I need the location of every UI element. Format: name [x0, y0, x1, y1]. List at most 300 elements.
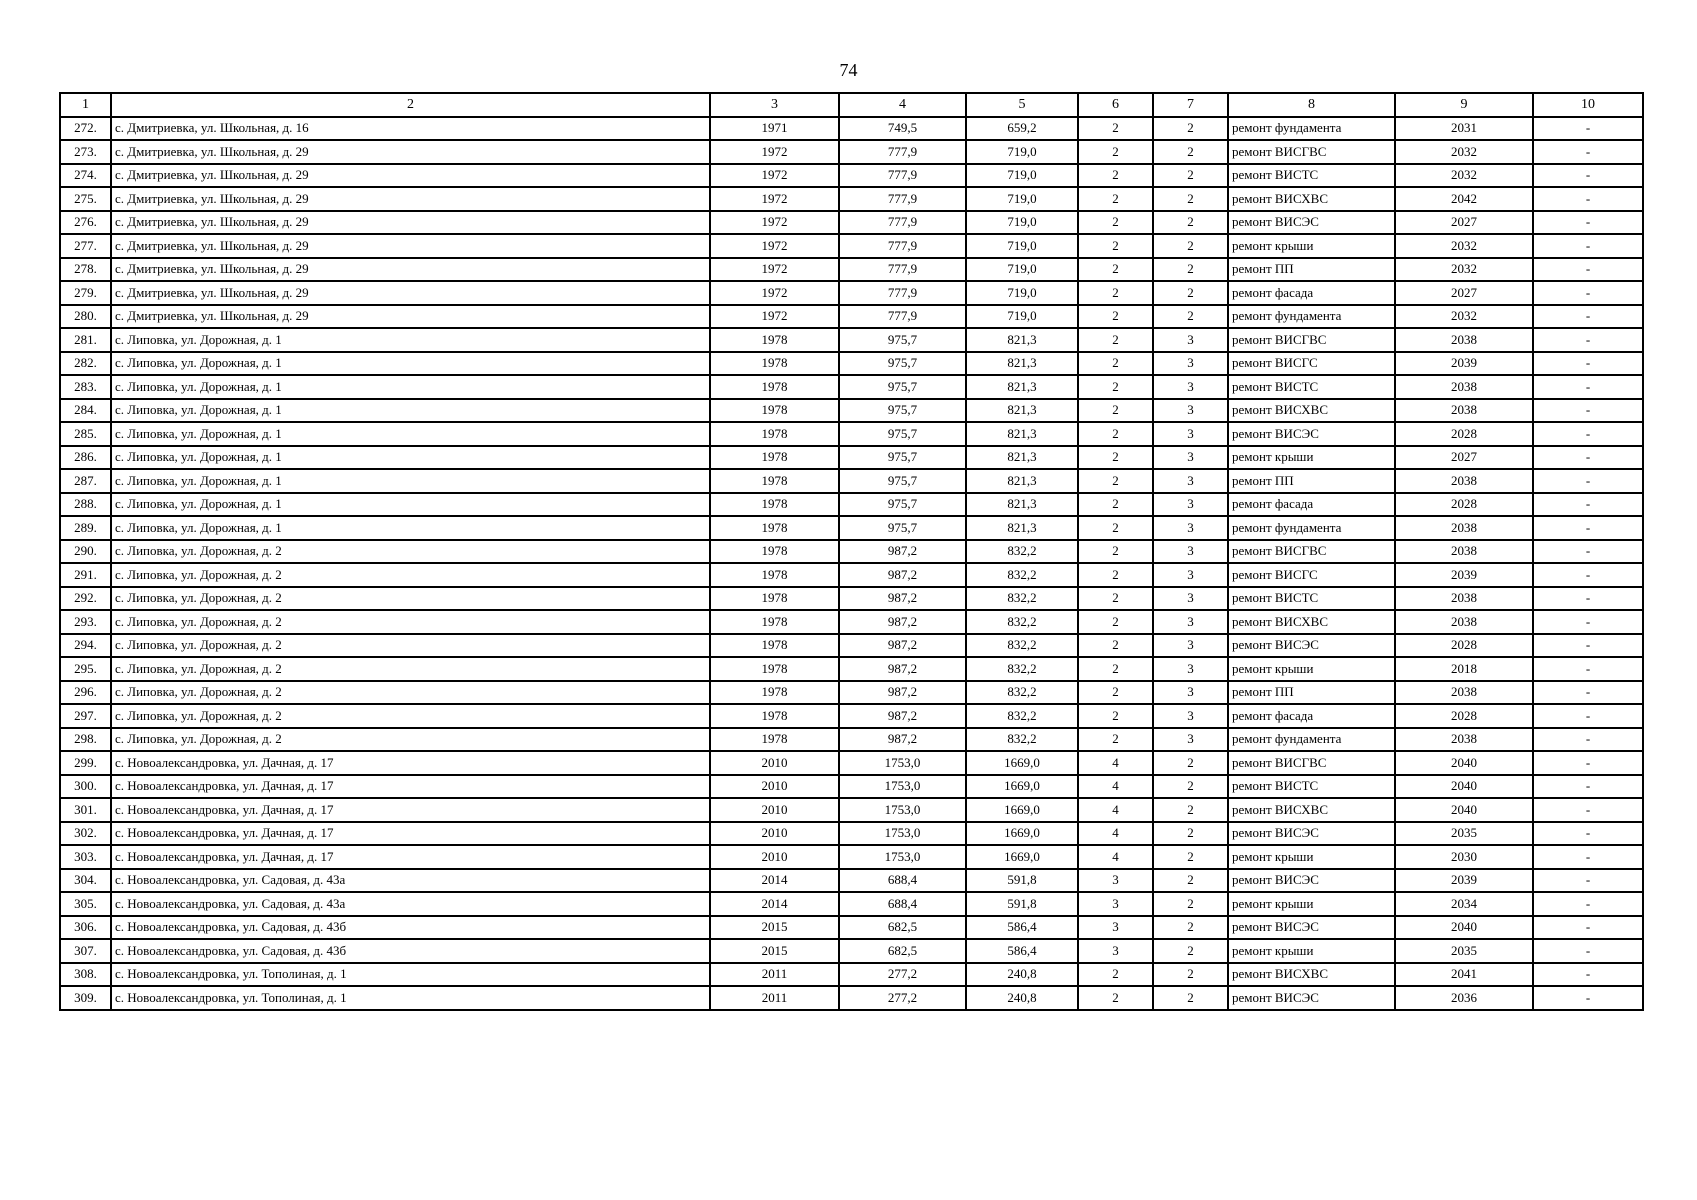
living-area-cell: 1669,0: [966, 775, 1078, 799]
planned-year-cell: 2030: [1395, 845, 1533, 869]
entrances-cell: 3: [1153, 446, 1228, 470]
note-cell: -: [1533, 775, 1643, 799]
work-type-cell: ремонт ВИСХВС: [1228, 963, 1395, 987]
total-area-cell: 987,2: [839, 704, 966, 728]
floors-cell: 3: [1078, 939, 1153, 963]
living-area-cell: 821,3: [966, 422, 1078, 446]
note-cell: -: [1533, 352, 1643, 376]
row-number-cell: 304.: [60, 869, 111, 893]
planned-year-cell: 2039: [1395, 869, 1533, 893]
year-cell: 1972: [710, 305, 839, 329]
work-type-cell: ремонт ВИСГВС: [1228, 540, 1395, 564]
planned-year-cell: 2032: [1395, 305, 1533, 329]
table-row: [60, 798, 1643, 822]
floors-cell: 2: [1078, 963, 1153, 987]
row-number-cell: 279.: [60, 281, 111, 305]
living-area-cell: 832,2: [966, 587, 1078, 611]
total-area-cell: 975,7: [839, 446, 966, 470]
floors-cell: 3: [1078, 892, 1153, 916]
address-cell: с. Липовка, ул. Дорожная, д. 2: [111, 657, 710, 681]
table-row: [60, 704, 1643, 728]
total-area-cell: 688,4: [839, 892, 966, 916]
row-number-cell: 278.: [60, 258, 111, 282]
planned-year-cell: 2027: [1395, 446, 1533, 470]
table-row: [60, 187, 1643, 211]
address-cell: с. Липовка, ул. Дорожная, д. 2: [111, 704, 710, 728]
work-type-cell: ремонт ВИСХВС: [1228, 187, 1395, 211]
living-area-cell: 821,3: [966, 516, 1078, 540]
address-cell: с. Новоалександровка, ул. Дачная, д. 17: [111, 798, 710, 822]
entrances-cell: 2: [1153, 751, 1228, 775]
row-number-cell: 293.: [60, 610, 111, 634]
address-cell: с. Новоалександровка, ул. Дачная, д. 17: [111, 822, 710, 846]
year-cell: 1978: [710, 563, 839, 587]
note-cell: -: [1533, 704, 1643, 728]
row-number-cell: 303.: [60, 845, 111, 869]
address-cell: с. Липовка, ул. Дорожная, д. 2: [111, 540, 710, 564]
address-cell: с. Липовка, ул. Дорожная, д. 1: [111, 469, 710, 493]
planned-year-cell: 2040: [1395, 775, 1533, 799]
total-area-cell: 975,7: [839, 493, 966, 517]
living-area-cell: 1669,0: [966, 798, 1078, 822]
total-area-cell: 987,2: [839, 634, 966, 658]
work-type-cell: ремонт ВИСТС: [1228, 587, 1395, 611]
living-area-cell: 832,2: [966, 681, 1078, 705]
planned-year-cell: 2038: [1395, 375, 1533, 399]
entrances-cell: 2: [1153, 986, 1228, 1010]
floors-cell: 2: [1078, 140, 1153, 164]
planned-year-cell: 2038: [1395, 399, 1533, 423]
floors-cell: 4: [1078, 845, 1153, 869]
floors-cell: 2: [1078, 117, 1153, 141]
floors-cell: 2: [1078, 446, 1153, 470]
planned-year-cell: 2038: [1395, 610, 1533, 634]
address-cell: с. Дмитриевка, ул. Школьная, д. 29: [111, 140, 710, 164]
living-area-cell: 719,0: [966, 281, 1078, 305]
entrances-cell: 3: [1153, 704, 1228, 728]
table-row: [60, 587, 1643, 611]
year-cell: 2011: [710, 986, 839, 1010]
planned-year-cell: 2040: [1395, 751, 1533, 775]
floors-cell: 2: [1078, 493, 1153, 517]
table-row: [60, 422, 1643, 446]
note-cell: -: [1533, 516, 1643, 540]
total-area-cell: 987,2: [839, 587, 966, 611]
table-row: [60, 916, 1643, 940]
address-cell: с. Новоалександровка, ул. Дачная, д. 17: [111, 845, 710, 869]
column-header: 9: [1395, 93, 1533, 117]
address-cell: с. Новоалександровка, ул. Садовая, д. 43а: [111, 892, 710, 916]
table-header: [60, 93, 1643, 117]
note-cell: -: [1533, 751, 1643, 775]
row-number-cell: 309.: [60, 986, 111, 1010]
planned-year-cell: 2038: [1395, 681, 1533, 705]
work-type-cell: ремонт ПП: [1228, 469, 1395, 493]
row-number-cell: 305.: [60, 892, 111, 916]
entrances-cell: 2: [1153, 892, 1228, 916]
table-row: [60, 516, 1643, 540]
entrances-cell: 3: [1153, 352, 1228, 376]
note-cell: -: [1533, 822, 1643, 846]
table-row: [60, 939, 1643, 963]
address-cell: с. Дмитриевка, ул. Школьная, д. 29: [111, 234, 710, 258]
living-area-cell: 591,8: [966, 892, 1078, 916]
note-cell: -: [1533, 540, 1643, 564]
row-number-cell: 288.: [60, 493, 111, 517]
work-type-cell: ремонт крыши: [1228, 939, 1395, 963]
planned-year-cell: 2040: [1395, 798, 1533, 822]
address-cell: с. Дмитриевка, ул. Школьная, д. 29: [111, 258, 710, 282]
year-cell: 1972: [710, 281, 839, 305]
row-number-cell: 307.: [60, 939, 111, 963]
work-type-cell: ремонт фасада: [1228, 704, 1395, 728]
year-cell: 1978: [710, 446, 839, 470]
row-number-cell: 286.: [60, 446, 111, 470]
note-cell: -: [1533, 422, 1643, 446]
column-header: 8: [1228, 93, 1395, 117]
floors-cell: 2: [1078, 258, 1153, 282]
floors-cell: 4: [1078, 822, 1153, 846]
work-type-cell: ремонт ПП: [1228, 681, 1395, 705]
floors-cell: 2: [1078, 540, 1153, 564]
work-type-cell: ремонт ВИСЭС: [1228, 822, 1395, 846]
floors-cell: 2: [1078, 422, 1153, 446]
year-cell: 1972: [710, 211, 839, 235]
table-row: [60, 164, 1643, 188]
work-type-cell: ремонт крыши: [1228, 892, 1395, 916]
note-cell: -: [1533, 892, 1643, 916]
planned-year-cell: 2041: [1395, 963, 1533, 987]
column-header: 4: [839, 93, 966, 117]
floors-cell: 2: [1078, 305, 1153, 329]
entrances-cell: 3: [1153, 469, 1228, 493]
total-area-cell: 975,7: [839, 422, 966, 446]
work-type-cell: ремонт ВИСГВС: [1228, 751, 1395, 775]
planned-year-cell: 2040: [1395, 916, 1533, 940]
total-area-cell: 975,7: [839, 375, 966, 399]
living-area-cell: 821,3: [966, 493, 1078, 517]
floors-cell: 2: [1078, 704, 1153, 728]
total-area-cell: 777,9: [839, 258, 966, 282]
planned-year-cell: 2038: [1395, 516, 1533, 540]
total-area-cell: 1753,0: [839, 822, 966, 846]
work-type-cell: ремонт ВИСЭС: [1228, 869, 1395, 893]
table-row: [60, 657, 1643, 681]
living-area-cell: 659,2: [966, 117, 1078, 141]
entrances-cell: 3: [1153, 493, 1228, 517]
row-number-cell: 297.: [60, 704, 111, 728]
table-body: [60, 117, 1643, 1010]
address-cell: с. Липовка, ул. Дорожная, д. 2: [111, 728, 710, 752]
work-type-cell: ремонт ВИСХВС: [1228, 798, 1395, 822]
page-number: 74: [839, 60, 858, 80]
planned-year-cell: 2038: [1395, 469, 1533, 493]
floors-cell: 2: [1078, 657, 1153, 681]
column-header: 1: [60, 93, 111, 117]
total-area-cell: 777,9: [839, 187, 966, 211]
total-area-cell: 682,5: [839, 916, 966, 940]
address-cell: с. Дмитриевка, ул. Школьная, д. 29: [111, 187, 710, 211]
planned-year-cell: 2028: [1395, 634, 1533, 658]
column-header: 7: [1153, 93, 1228, 117]
year-cell: 1978: [710, 681, 839, 705]
note-cell: -: [1533, 939, 1643, 963]
total-area-cell: 975,7: [839, 469, 966, 493]
planned-year-cell: 2035: [1395, 822, 1533, 846]
row-number-cell: 287.: [60, 469, 111, 493]
entrances-cell: 2: [1153, 963, 1228, 987]
planned-year-cell: 2032: [1395, 234, 1533, 258]
year-cell: 2014: [710, 892, 839, 916]
entrances-cell: 3: [1153, 540, 1228, 564]
entrances-cell: 3: [1153, 728, 1228, 752]
entrances-cell: 3: [1153, 328, 1228, 352]
note-cell: -: [1533, 328, 1643, 352]
year-cell: 2015: [710, 916, 839, 940]
work-type-cell: ремонт крыши: [1228, 234, 1395, 258]
address-cell: с. Новоалександровка, ул. Тополиная, д. 1: [111, 986, 710, 1010]
table-row: [60, 469, 1643, 493]
living-area-cell: 719,0: [966, 234, 1078, 258]
total-area-cell: 749,5: [839, 117, 966, 141]
entrances-cell: 2: [1153, 140, 1228, 164]
entrances-cell: 3: [1153, 516, 1228, 540]
row-number-cell: 284.: [60, 399, 111, 423]
living-area-cell: 586,4: [966, 939, 1078, 963]
floors-cell: 2: [1078, 610, 1153, 634]
row-number-cell: 296.: [60, 681, 111, 705]
note-cell: -: [1533, 211, 1643, 235]
table-row: [60, 399, 1643, 423]
column-header: 10: [1533, 93, 1643, 117]
entrances-cell: 2: [1153, 187, 1228, 211]
entrances-cell: 2: [1153, 916, 1228, 940]
living-area-cell: 240,8: [966, 963, 1078, 987]
address-cell: с. Липовка, ул. Дорожная, д. 2: [111, 610, 710, 634]
planned-year-cell: 2028: [1395, 704, 1533, 728]
row-number-cell: 290.: [60, 540, 111, 564]
living-area-cell: 719,0: [966, 140, 1078, 164]
note-cell: -: [1533, 634, 1643, 658]
entrances-cell: 2: [1153, 234, 1228, 258]
living-area-cell: 719,0: [966, 258, 1078, 282]
year-cell: 1972: [710, 234, 839, 258]
address-cell: с. Липовка, ул. Дорожная, д. 1: [111, 375, 710, 399]
total-area-cell: 1753,0: [839, 798, 966, 822]
total-area-cell: 777,9: [839, 305, 966, 329]
entrances-cell: 2: [1153, 258, 1228, 282]
entrances-cell: 3: [1153, 634, 1228, 658]
header-row: [60, 93, 1643, 117]
table-row: [60, 117, 1643, 141]
entrances-cell: 2: [1153, 869, 1228, 893]
table-row: [60, 728, 1643, 752]
row-number-cell: 275.: [60, 187, 111, 211]
address-cell: с. Липовка, ул. Дорожная, д. 1: [111, 352, 710, 376]
column-header: 2: [111, 93, 710, 117]
row-number-cell: 273.: [60, 140, 111, 164]
work-type-cell: ремонт ВИСХВС: [1228, 610, 1395, 634]
entrances-cell: 3: [1153, 681, 1228, 705]
living-area-cell: 1669,0: [966, 751, 1078, 775]
entrances-cell: 3: [1153, 587, 1228, 611]
planned-year-cell: 2038: [1395, 328, 1533, 352]
entrances-cell: 2: [1153, 939, 1228, 963]
work-type-cell: ремонт ВИСГВС: [1228, 140, 1395, 164]
note-cell: -: [1533, 140, 1643, 164]
year-cell: 2015: [710, 939, 839, 963]
year-cell: 1978: [710, 422, 839, 446]
row-number-cell: 298.: [60, 728, 111, 752]
address-cell: с. Липовка, ул. Дорожная, д. 2: [111, 634, 710, 658]
work-type-cell: ремонт ВИСГВС: [1228, 328, 1395, 352]
work-type-cell: ремонт фундамента: [1228, 728, 1395, 752]
floors-cell: 2: [1078, 469, 1153, 493]
year-cell: 1978: [710, 704, 839, 728]
address-cell: с. Липовка, ул. Дорожная, д. 2: [111, 563, 710, 587]
year-cell: 1978: [710, 328, 839, 352]
work-type-cell: ремонт ВИСГС: [1228, 352, 1395, 376]
note-cell: -: [1533, 563, 1643, 587]
work-type-cell: ремонт ВИСЭС: [1228, 634, 1395, 658]
table-row: [60, 845, 1643, 869]
planned-year-cell: 2028: [1395, 422, 1533, 446]
note-cell: -: [1533, 798, 1643, 822]
row-number-cell: 281.: [60, 328, 111, 352]
planned-year-cell: 2027: [1395, 281, 1533, 305]
entrances-cell: 2: [1153, 845, 1228, 869]
year-cell: 2010: [710, 798, 839, 822]
note-cell: -: [1533, 281, 1643, 305]
living-area-cell: 1669,0: [966, 845, 1078, 869]
living-area-cell: 821,3: [966, 375, 1078, 399]
year-cell: 1978: [710, 657, 839, 681]
year-cell: 2010: [710, 845, 839, 869]
table-row: [60, 234, 1643, 258]
living-area-cell: 719,0: [966, 187, 1078, 211]
living-area-cell: 832,2: [966, 634, 1078, 658]
entrances-cell: 2: [1153, 822, 1228, 846]
planned-year-cell: 2031: [1395, 117, 1533, 141]
row-number-cell: 280.: [60, 305, 111, 329]
column-header: 5: [966, 93, 1078, 117]
year-cell: 2010: [710, 822, 839, 846]
work-type-cell: ремонт ВИСЭС: [1228, 422, 1395, 446]
living-area-cell: 719,0: [966, 305, 1078, 329]
note-cell: -: [1533, 657, 1643, 681]
year-cell: 1972: [710, 258, 839, 282]
planned-year-cell: 2038: [1395, 728, 1533, 752]
floors-cell: 3: [1078, 916, 1153, 940]
year-cell: 1971: [710, 117, 839, 141]
work-type-cell: ремонт ВИСЭС: [1228, 211, 1395, 235]
entrances-cell: 2: [1153, 798, 1228, 822]
living-area-cell: 821,3: [966, 352, 1078, 376]
row-number-cell: 291.: [60, 563, 111, 587]
entrances-cell: 3: [1153, 399, 1228, 423]
row-number-cell: 294.: [60, 634, 111, 658]
total-area-cell: 277,2: [839, 986, 966, 1010]
entrances-cell: 2: [1153, 164, 1228, 188]
floors-cell: 2: [1078, 352, 1153, 376]
total-area-cell: 975,7: [839, 516, 966, 540]
address-cell: с. Новоалександровка, ул. Тополиная, д. 1: [111, 963, 710, 987]
table-row: [60, 963, 1643, 987]
entrances-cell: 3: [1153, 563, 1228, 587]
floors-cell: 3: [1078, 869, 1153, 893]
address-cell: с. Липовка, ул. Дорожная, д. 1: [111, 422, 710, 446]
floors-cell: 2: [1078, 516, 1153, 540]
planned-year-cell: 2032: [1395, 258, 1533, 282]
year-cell: 1978: [710, 728, 839, 752]
table-row: [60, 352, 1643, 376]
year-cell: 1978: [710, 493, 839, 517]
entrances-cell: 2: [1153, 117, 1228, 141]
table-row: [60, 681, 1643, 705]
table-row: [60, 822, 1643, 846]
row-number-cell: 306.: [60, 916, 111, 940]
year-cell: 1972: [710, 140, 839, 164]
entrances-cell: 3: [1153, 375, 1228, 399]
row-number-cell: 274.: [60, 164, 111, 188]
row-number-cell: 276.: [60, 211, 111, 235]
note-cell: -: [1533, 493, 1643, 517]
entrances-cell: 3: [1153, 657, 1228, 681]
table-row: [60, 328, 1643, 352]
floors-cell: 2: [1078, 728, 1153, 752]
address-cell: с. Дмитриевка, ул. Школьная, д. 16: [111, 117, 710, 141]
year-cell: 1978: [710, 469, 839, 493]
total-area-cell: 688,4: [839, 869, 966, 893]
row-number-cell: 277.: [60, 234, 111, 258]
table-row: [60, 540, 1643, 564]
note-cell: -: [1533, 469, 1643, 493]
note-cell: -: [1533, 681, 1643, 705]
floors-cell: 2: [1078, 164, 1153, 188]
living-area-cell: 1669,0: [966, 822, 1078, 846]
year-cell: 2014: [710, 869, 839, 893]
row-number-cell: 299.: [60, 751, 111, 775]
address-cell: с. Новоалександровка, ул. Садовая, д. 43б: [111, 916, 710, 940]
note-cell: -: [1533, 234, 1643, 258]
table-row: [60, 986, 1643, 1010]
year-cell: 1978: [710, 399, 839, 423]
note-cell: -: [1533, 164, 1643, 188]
address-cell: с. Липовка, ул. Дорожная, д. 1: [111, 493, 710, 517]
floors-cell: 2: [1078, 375, 1153, 399]
work-type-cell: ремонт крыши: [1228, 446, 1395, 470]
year-cell: 1978: [710, 516, 839, 540]
note-cell: -: [1533, 446, 1643, 470]
year-cell: 1978: [710, 610, 839, 634]
year-cell: 1978: [710, 375, 839, 399]
entrances-cell: 2: [1153, 775, 1228, 799]
planned-year-cell: 2038: [1395, 587, 1533, 611]
note-cell: -: [1533, 375, 1643, 399]
table-row: [60, 305, 1643, 329]
note-cell: -: [1533, 399, 1643, 423]
living-area-cell: 832,2: [966, 540, 1078, 564]
address-cell: с. Липовка, ул. Дорожная, д. 2: [111, 587, 710, 611]
planned-year-cell: 2018: [1395, 657, 1533, 681]
floors-cell: 2: [1078, 986, 1153, 1010]
living-area-cell: 821,3: [966, 328, 1078, 352]
note-cell: -: [1533, 986, 1643, 1010]
row-number-cell: 272.: [60, 117, 111, 141]
living-area-cell: 586,4: [966, 916, 1078, 940]
total-area-cell: 975,7: [839, 328, 966, 352]
floors-cell: 4: [1078, 798, 1153, 822]
